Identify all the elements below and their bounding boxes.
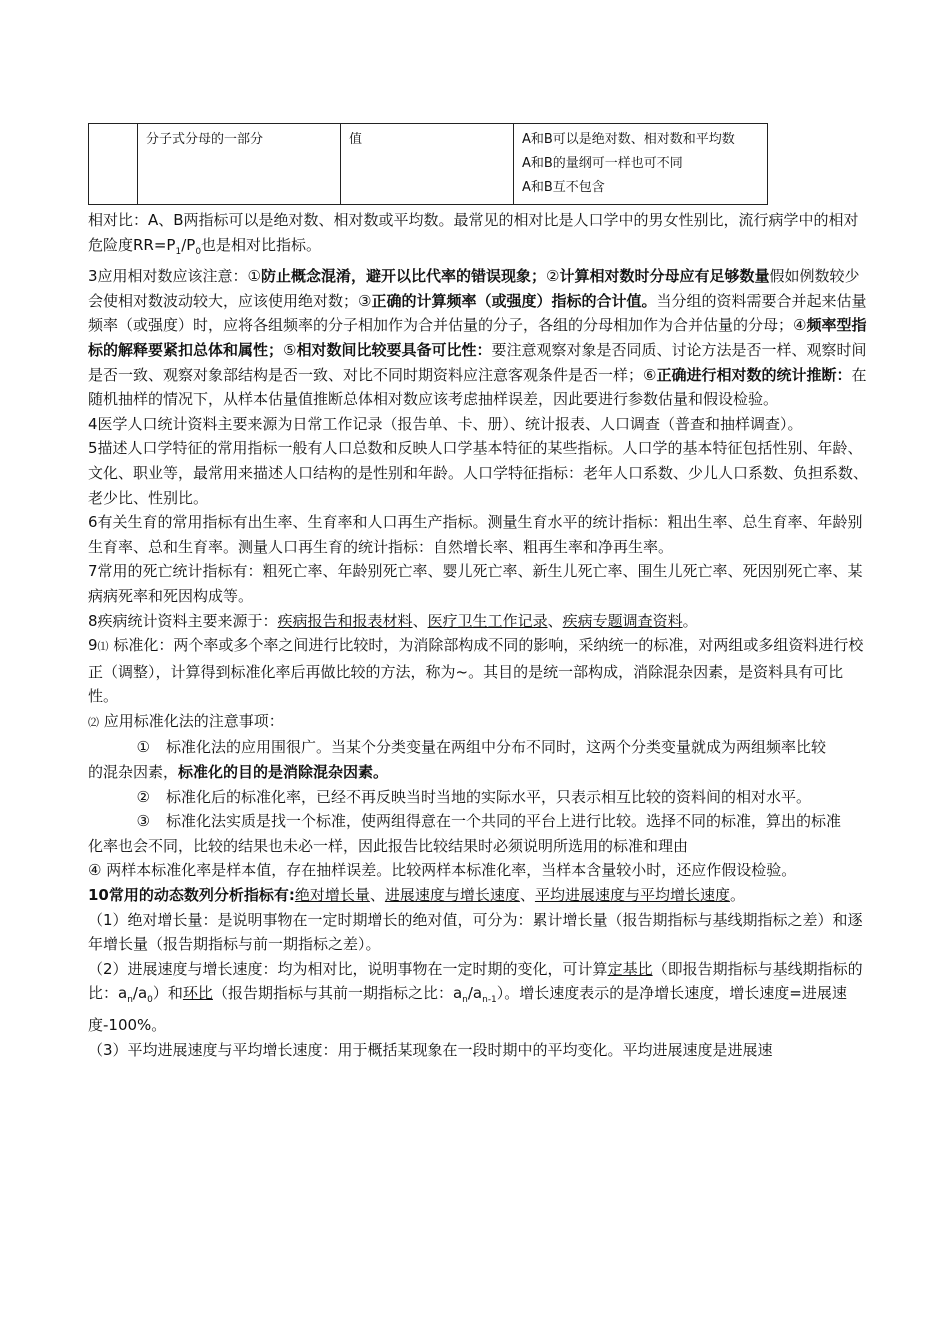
paragraph-section-3: 3应用相对数应该注意：①防止概念混淆，避开以比代率的错误现象；②计算相对数时分母应有足够数量假如例数较少会使相对数波动较大，应该使用绝对数；③正确的计算频率（或强度）指标的合计值。当分组的资料需要合并起来估量频率（或强度）时，应将各组频率的分子相加作为合并估量的分子，各组的分母相加作为合并估量的分母；④频率型指标的解释要紧扣总体和属性；⑤相对数间比较要具备可比性：要注意观察对象是否同质、讨论方法是否一样、观察时间是否一致、观察对象部结构是否一致、对比不同时期资料应注意客观条件是否一样；⑥正确进行相对数的统计推断：在随机抽样的情况下，从样本估量值推断总体相对数应该考虑抽样误差，因此要进行参数估量和假设检验。 [88, 267, 867, 409]
list-item: ① 标准化法的应用围很广。当某个分类变量在两组中分布不同时，这两个分类变量就成为两组频率比较 [136, 738, 827, 757]
table-note-line: A和B可以是绝对数、相对数和平均数 [522, 132, 735, 147]
paragraph-section-9: 9⑴ 标准化：两个率或多个率之间进行比较时，为消除部构成不同的影响，采纳统一的标准，对两组或多组资料进行校正（调整），计算得到标准化率后再做比较的方法，称为~。其目的是统一部构成，消除混杂因素，是资料具有可比性。 [88, 636, 864, 706]
comparison-table-fragment [88, 123, 768, 205]
list-item-4: ④ 两样本标准化率是样本值，存在抽样误差。比较两样本标准化率，当样本含量较小时，还应作假设检验。 [88, 861, 797, 880]
document-page [88, 123, 868, 1062]
underlined-term: 平均进展速度与平均增长速度 [534, 886, 730, 905]
table-cell-definition: 分子式分母的一部分 [138, 124, 341, 205]
paragraph-10-2: （2）进展速度与增长速度：均为相对比，说明事物在一定时期的变化，可计算定基比（即报告期指标与基线期指标的比：$a_n/a_0$）和环比（报告期指标与其前一期指标之比：$a_n/a_{n-1}$）。增长速度表示的是净增长速度，增长速度=进展速度-100%。 [88, 959, 863, 1034]
underlined-term: 医疗卫生工作记录 [427, 611, 548, 630]
underlined-term: 环比 [182, 984, 213, 1003]
paragraph-10-3: （3）平均进展速度与平均增长速度：用于概括某现象在一段时期中的平均变化。平均进展速度是进展速 [88, 1040, 773, 1059]
table-cell-notes [514, 124, 768, 205]
paragraph-section-7: 7常用的死亡统计指标有：粗死亡率、年龄别死亡率、婴儿死亡率、新生儿死亡率、围生儿死亡率、死因别死亡率、某病病死率和死因构成等。 [88, 562, 863, 605]
paragraph-10-1: （1）绝对增长量：是说明事物在一定时期增长的绝对值，可分为：累计增长量（报告期指标与基线期指标之差）和逐年增长量（报告期指标与前一期指标之差）。 [88, 910, 863, 954]
paragraph-section-8: 8疾病统计资料主要来源于：疾病报告和报表材料、医疗卫生工作记录、疾病专题调查资料。 [88, 611, 698, 630]
underlined-term: 绝对增长量 [294, 886, 370, 905]
paragraph-section-6: 6有关生育的常用指标有出生率、生育率和人口再生产指标。测量生育水平的统计指标：粗出生率、总生育率、年龄别生育率、总和生育率。测量人口再生育的统计指标：自然增长率、粗再生率和净再生率。 [88, 513, 863, 556]
paragraph-section-9-2: ⑵ 应用标准化法的注意事项： [88, 711, 284, 730]
list-item: ③ 标准化法实质是找一个标准，使两组得意在一个共同的平台上进行比较。选择不同的标准，算出的标准 [136, 812, 842, 831]
underlined-term: 进展速度与增长速度 [384, 886, 520, 905]
list-item-continuation: 化率也会不同，比较的结果也未必一样，因此报告比较结果时必须说明所选用的标准和理由 [88, 836, 689, 855]
table-cell-value: 值 [341, 124, 514, 205]
paragraph-section-4: 4医学人口统计资料主要来源为日常工作记录（报告单、卡、册）、统计报表、人口调查（普查和抽样调查）。 [88, 414, 803, 433]
paragraph-relative-ratio: 相对比：A、B两指标可以是绝对数、相对数或平均数。最常见的相对比是人口学中的男女性别比，流行病学中的相对危险度$RR=P_1/P_0$也是相对比指标。 [88, 211, 859, 257]
table-note-line: A和B互不包含 [522, 180, 605, 195]
list-item: ② 标准化后的标准化率，已经不再反映当时当地的实际水平，只表示相互比较的资料间的相对水平。 [136, 787, 812, 806]
document-body [88, 208, 868, 1062]
underlined-term: 定基比 [607, 959, 653, 978]
underlined-term: 疾病专题调查资料 [562, 611, 683, 630]
table-row [89, 124, 768, 205]
underlined-term: 疾病报告和报表材料 [277, 611, 413, 630]
paragraph-section-5: 5描述人口学特征的常用指标一般有人口总数和反映人口学基本特征的某些指标。人口学的基本特征包括性别、年龄、文化、职业等，最常用来描述人口结构的是性别和年龄。人口学特征指标：老年人口系数、少儿人口系数、负担系数、老少比、性别比。 [88, 439, 869, 507]
paragraph-section-10: 10常用的动态数列分析指标有:绝对增长量、进展速度与增长速度、平均进展速度与平均增长速度。 [88, 886, 745, 905]
table-note-line: A和B的量纲可一样也可不同 [522, 156, 683, 171]
table-cell-empty [89, 124, 138, 205]
list-item-continuation: 的混杂因素，标准化的目的是消除混杂因素。 [88, 763, 389, 782]
